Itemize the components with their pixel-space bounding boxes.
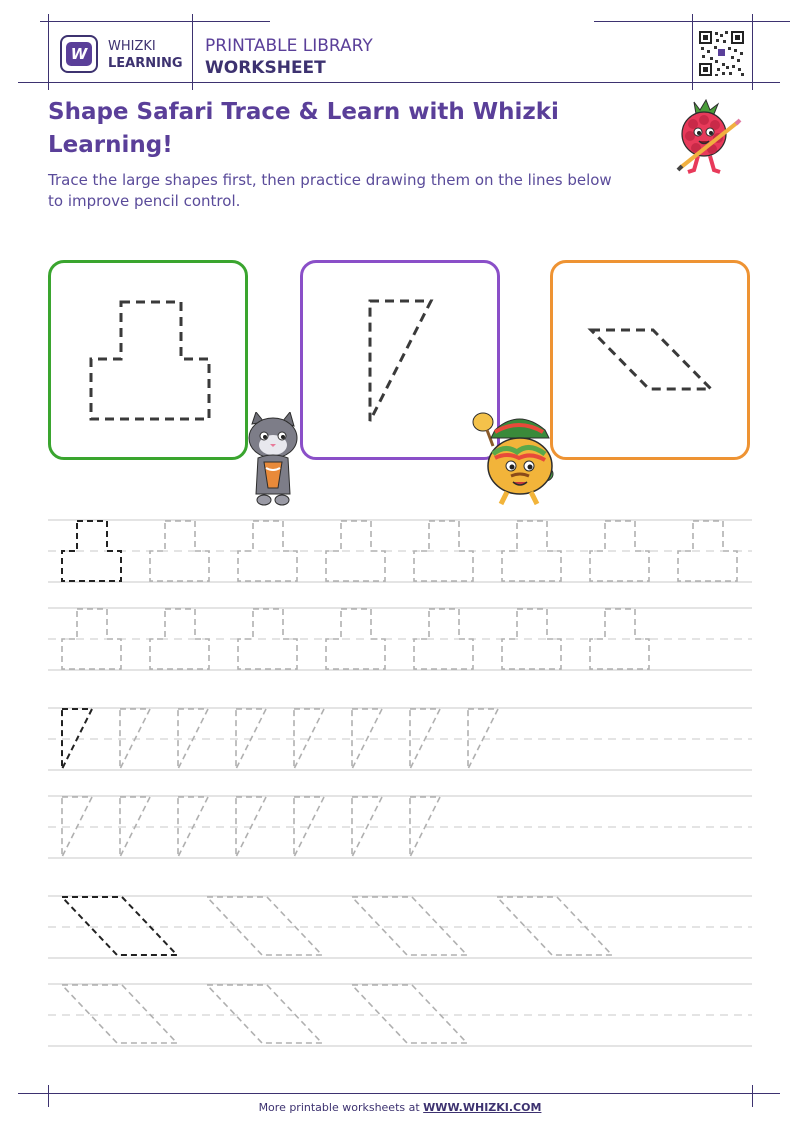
trace-shape-parallelogram [207,897,322,955]
footer [0,1101,800,1114]
footer-text: More printable worksheets at [258,1101,424,1114]
trace-shape-step-block [238,521,297,581]
library-line2: WORKSHEET [205,58,326,78]
trace-shape-parallelogram [352,985,467,1043]
trace-shape-parallelogram [352,897,467,955]
brand-line1: WHIZKI [108,39,156,54]
trace-shape-step-block [590,609,649,669]
trace-shape-step-block [326,609,385,669]
trace-shape-step-block [590,521,649,581]
library-line1: PRINTABLE LIBRARY [205,36,373,56]
trace-shape-step-block [326,521,385,581]
page-title: Shape Safari Trace & Learn with Whizki Learning! [48,99,559,158]
trace-shape-parallelogram [207,985,322,1043]
trace-shape-parallelogram [62,985,177,1043]
trace-shape-parallelogram [497,897,612,955]
logo-letter: W [66,42,92,66]
footer-top-line [18,1093,780,1094]
trace-shape-parallelogram [62,897,177,955]
brand-line2: LEARNING [108,56,183,71]
instructions: Trace the large shapes first, then practice drawing them on the lines below to improve pencil control. [48,171,612,210]
footer-link[interactable]: WWW.WHIZKI.COM [423,1101,542,1114]
trace-shape-step-block [238,609,297,669]
